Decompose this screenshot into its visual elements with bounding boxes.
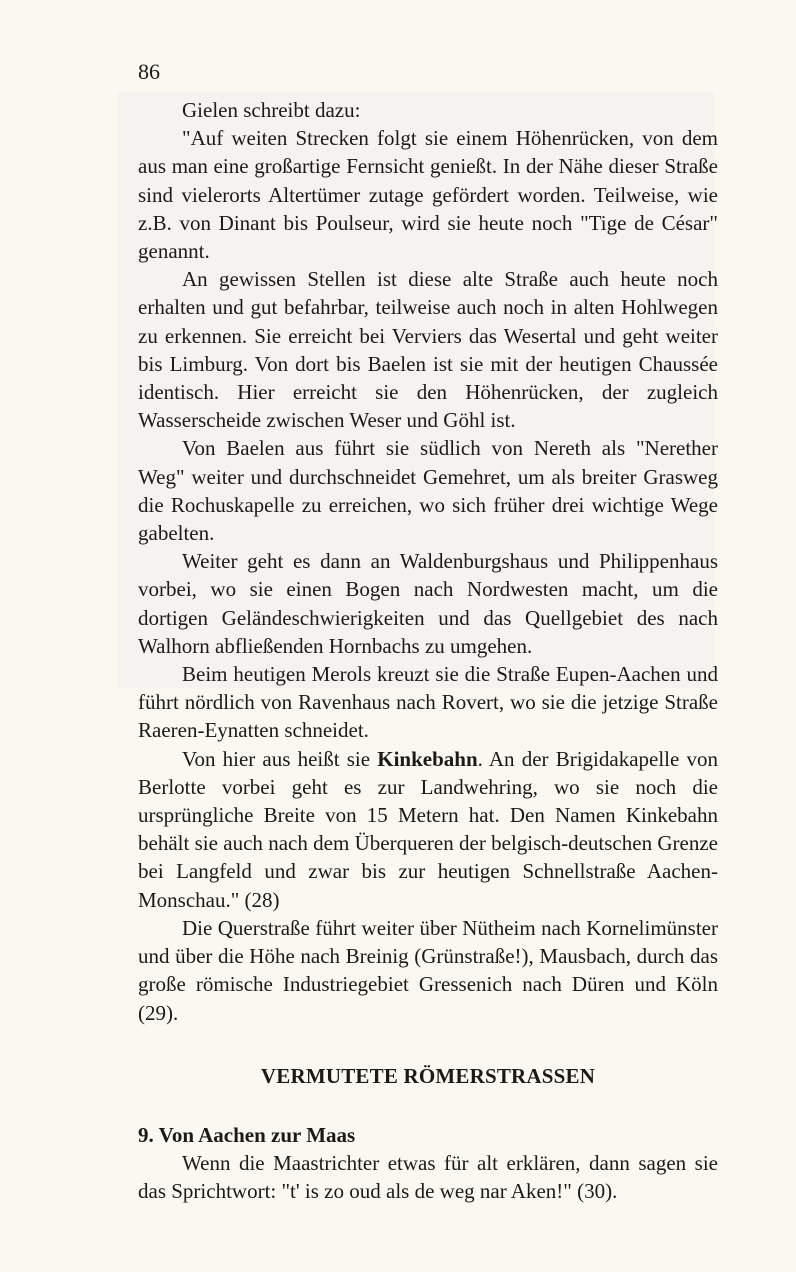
paragraph-kinkebahn [138, 745, 718, 914]
page-number: 86 [138, 59, 160, 84]
paragraph-maastricht: Wenn die Maastrichter etwas für alt erklären, dann sagen sie das Sprichtwort: "t' is zo oud als de weg nar Aken!" (30). [138, 1150, 718, 1203]
paragraph-waldenburgshaus: Weiter geht es dann an Waldenburgshaus und Philippenhaus vorbei, wo sie einen Bogen nach Nordwesten macht, um die dortigen Geländeschwierigkeiten und das Quellgebiet des nach Walhorn abfließenden Hornbachs zu umgehen. [138, 549, 718, 658]
paragraph-querstrasse: Die Querstraße führt weiter über Nütheim nach Kornelimünster und über die Höhe nach Breinig (Grünstraße!), Mausbach, durch das große römische Industriegebiet Gressenich nach Düren und Köln (29). [138, 915, 718, 1025]
section-heading: VERMUTETE RÖMERSTRASSEN [260, 1063, 596, 1088]
paragraph-baelen: Von Baelen aus führt sie südlich von Nereth als "Nerether Weg" weiter und durchschneidet Gemehret, um als breiter Grasweg die Rochuskapelle zu erreichen, wo sich früher drei wichtige Wege gabelten. [138, 436, 718, 546]
kinkebahn-term: Kinkebahn [377, 746, 478, 771]
paragraph-quote-start: "Auf weiten Strecken folgt sie einem Höhenrücken, von dem aus man eine großartige Fernsicht genießt. In der Nähe dieser Straße sind vielerorts Altertümer zutage gefördert worden. Teilweise, wie z.B. von Dinant bis Poulseur, wird sie heute noch "Tige de César" genannt. [138, 126, 718, 264]
subsection-heading: 9. Von Aachen zur Maas [138, 1122, 356, 1147]
paragraph-strasse: An gewissen Stellen ist diese alte Straße auch heute noch erhalten und gut befahrbar, teilweise auch noch in alten Hohlwegen zu erkennen. Sie erreicht bei Verviers das Wesertal und geht weiter bis Limburg. Von dort bis Baelen ist sie mit der heutigen Chaussée identisch. Hier erreicht sie den Höhenrücken, der zugleich Wasserscheide zwischen Weser und Göhl ist. [138, 267, 718, 433]
kinkebahn-text-after: . An der Brigidakapelle von Berlotte vorbei geht es zur Landwehring, wo sie noch die ursprüngliche Breite von 15 Metern hat. Den Namen Kinkebahn behält sie auch nach dem Überqueren der belgisch-deutschen Grenze bei Langfeld und zwar bis zur heutigen Schnellstraße Aachen-Monschau." (28) [138, 746, 718, 912]
paragraph-merols: Beim heutigen Merols kreuzt sie die Straße Eupen-Aachen und führt nördlich von Ravenhaus nach Rovert, wo sie die jetzige Straße Raeren-Eynatten schneidet. [138, 662, 718, 743]
paragraph-intro: Gielen schreibt dazu: [182, 98, 361, 122]
kinkebahn-text-before: Von hier aus heißt sie [182, 746, 378, 771]
page-content [138, 58, 718, 1205]
